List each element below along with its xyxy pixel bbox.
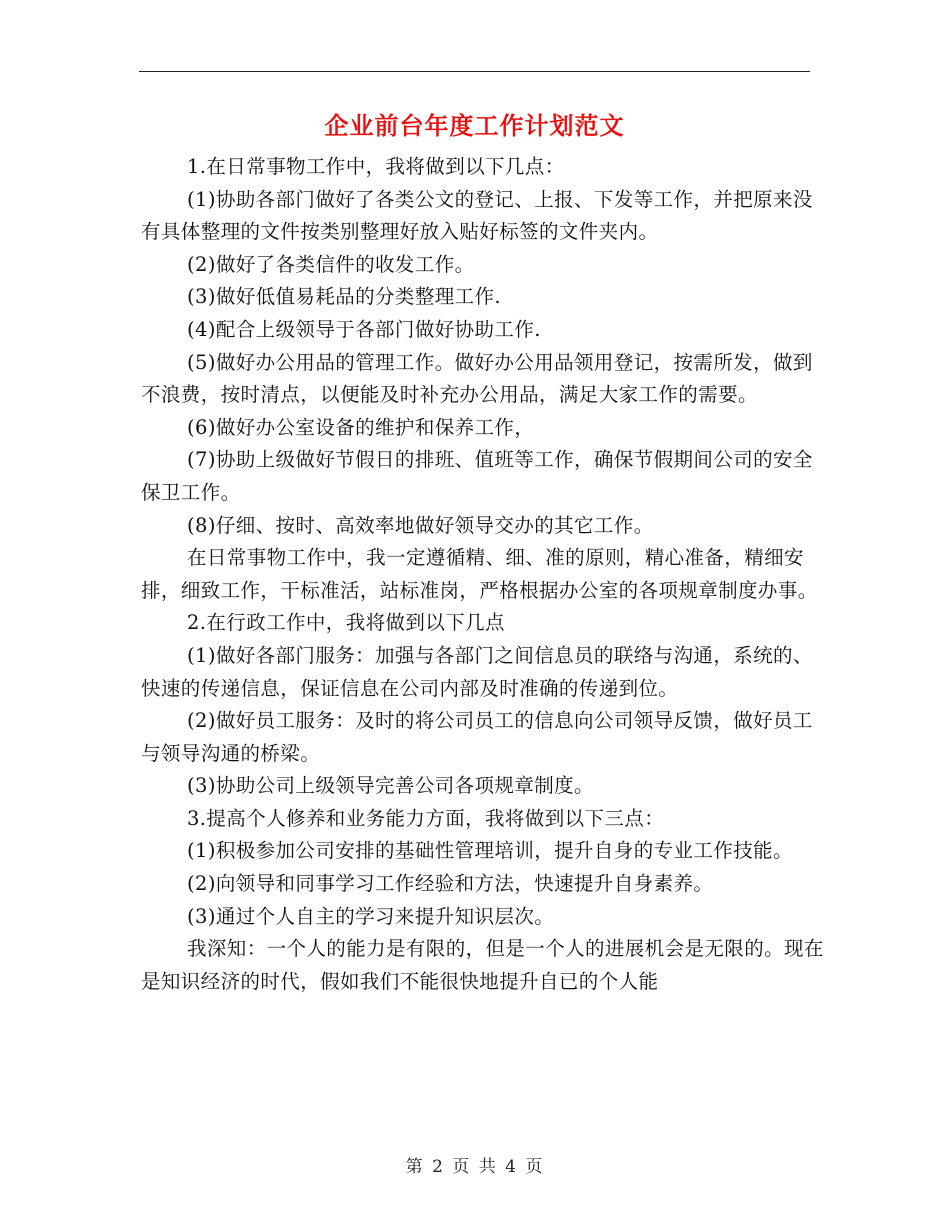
paragraph: 3.提高个人修养和业务能力方面，我将做到以下三点：: [187, 806, 665, 830]
header-rule: [139, 71, 810, 72]
document-title: 企业前台年度工作计划范文: [324, 111, 625, 140]
paragraph: 我深知：一个人的能力是有限的，但是一个人的进展机会是无限的。现在是知识经济的时代，假如我们不能很快地提升自已的个人能: [141, 937, 824, 993]
paragraph: (8)仔细、按时、高效率地做好领导交办的其它工作。: [187, 513, 654, 537]
paragraph: 在日常事物工作中，我一定遵循精、细、准的原则，精心准备，精细安排，细致工作，干标准活，站标准岗，严格根据办公室的各项规章制度办事。: [141, 546, 818, 602]
paragraph: (4)配合上级领导于各部门做好协助工作.: [187, 317, 541, 341]
paragraph: (1)协助各部门做好了各类公文的登记、上报、下发等工作，并把原来没有具体整理的文件按类别整理好放入贴好标签的文件夹内。: [141, 187, 813, 244]
paragraph: 1.在日常事物工作中，我将做到以下几点：: [187, 155, 565, 178]
paragraph: 2.在行政工作中，我将做到以下几点: [187, 611, 505, 635]
paragraph: (2)做好员工服务：及时的将公司员工的信息向公司领导反馈，做好员工与领导沟通的桥梁。: [141, 709, 813, 765]
paragraph: (1)做好各部门服务：加强与各部门之间信息员的联络与沟通，系统的、快速的传递信息，保证信息在公司内部及时准确的传递到位。: [141, 643, 813, 700]
paragraph: (2)向领导和同事学习工作经验和方法，快速提升自身素养。: [187, 872, 714, 896]
paragraph: (5)做好办公用品的管理工作。做好办公用品领用登记，按需所发，做到不浪费，按时清点，以便能及时补充办公用品，满足大家工作的需要。: [141, 350, 813, 407]
paragraph: (1)积极参加公司安排的基础性管理培训，提升自身的专业工作技能。: [187, 839, 793, 863]
page-number-footer: 第 2 页 共 4 页: [405, 1157, 545, 1177]
paragraph: (3)协助公司上级领导完善公司各项规章制度。: [187, 774, 594, 798]
paragraph: (7)协助上级做好节假日的排班、值班等工作，确保节假期间公司的安全保卫工作。: [141, 448, 813, 504]
document-body: [141, 151, 831, 998]
paragraph: (2)做好了各类信件的收发工作。: [187, 252, 475, 276]
paragraph: (3)做好低值易耗品的分类整理工作.: [187, 285, 502, 309]
paragraph: (6)做好办公室设备的维护和保养工作，: [187, 415, 535, 439]
paragraph: (3)通过个人自主的学习来提升知识层次。: [187, 904, 555, 928]
